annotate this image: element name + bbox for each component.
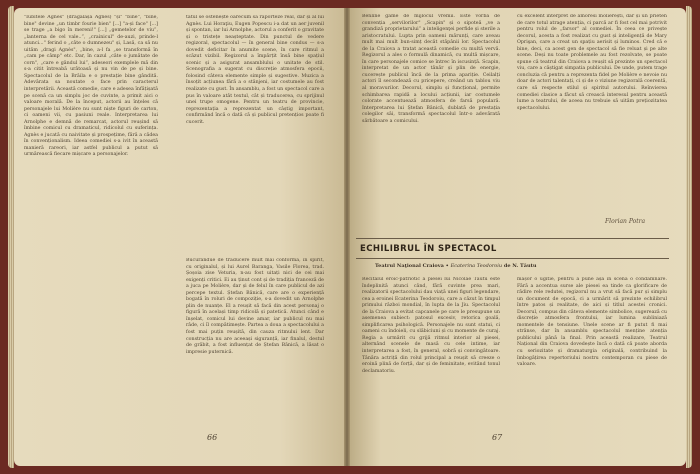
author-signature: Florian Potra [605,218,646,225]
left-column-2-bottom [186,258,324,430]
page-number-left: 66 [207,433,218,442]
review-title: ECHILIBRUL ÎN SPECTACOL [360,244,497,254]
right-column-3 [362,277,500,427]
right-column-4-text: mașor o ugitie, pentru a pune așa în scenă o condamnare. Fără a accentua surse ale piesei ea tinde ca glorificare de rădire rele redutei, regizorul nu a vrut să facă pur și simplu un document de epocă, ci a urmărit să prezinte echilibrul între patos și realitate, de aici și titlul acestei cronici. Decorul, compus din câteva elemente simbolice, sugerează cu discreție atmosfera frontului, iar lumina subliniază momentele de tensiune. Unele scene ar fi putut fi mai strânse, dar în ansamblu spectacolul menține atenția publicului până la final. Prin această realizare, Teatrul Național din Craiova dovedește încă o dată că poate aborda cu seriozitate și dramaturgia originală, contribuind la îmbogățirea repertoriului nostru contemporan cu piese de valoare. [517,277,667,368]
page-number-right: 67 [492,433,503,442]
section-rule-bottom [356,258,669,259]
right-column-3-text: Recitalul eroic-patriotic a piesei lui Nicolae Tăutu este îndeplinită atunci când, fără cuvinte prea mari, realizatorii spectacolului dau viață unei figuri legendare, cea a eroinei Ecaterina Teodoroiu, care a căzut în timpul primului război mondial, în lupta de la Jiu. Spectacolul de la Craiova a evitat capcanele pe care le presupune un asemenea subiect: patosul excesiv, retorica goală, simplificarea psihologică. Personajele nu sunt statui, ci oameni cu îndoieli, cu slăbiciuni și cu momente de curaj. Regia a urmărit cu grijă ritmul interior al piesei, alternând scenele de masă cu cele intime, iar interpretarea a fost, în general, sobră și convingătoare. Tânăra actriță din rolul principal a reușit să creeze o eroină plină de forță, dar și de feminitate, evitând tonul declamatoriu. [362,277,500,374]
left-column-2-text: tatul se ostenește oarecum să raporteze real, dar și al lui Agnès. Lui Horaţiu, Eugen Popescu i-a dat un aer juvenil și spontan, iar lui Arnolphe, actorul a conferit o gravitate și o tristețe neașteptate. Din punctul de vedere regizoral, spectacolul — în general bine condus — s-a dovedit deficitar în anumite scene, în care ritmul a scăzut vizibil. Regizorul a împărțit însă bine spațiul scenic și a asigurat ansamblului o unitate de stil. Scenografia a sugerat cu discreție atmosfera epocii, folosind câteva elemente simple și sugestive. Muzica a însoțit acțiunea fără a o stânjeni, iar costumele au fost realizate cu gust. În ansamblu, a fost un spectacol care a pus în valoare atât textul, cât și traducerea, cu sprijinul unei trupe omogene. Pentru un teatru de provincie, reprezentația a reprezentat un câștig important, confirmând încă o dată că și publicul pretențios poate fi cucerit. [186,15,324,125]
review-theatre: Teatrul Naţional Craiova [375,263,444,269]
page-edges-right [686,6,692,468]
right-column-2-text: cu excelent interpret de amoresi molierești, dar și un prieten de care totul atrage atenția, ci parcă ar fi fost cel mai potrivit pentru rolul de „farsor" al comediei. În ceea ce privește decorul, acesta a fost realizat cu gust și inteligență de Mary Oprişan, care a creat un spațiu aerisit și luminos. Cred că e bine, deci, ca acest gen de spectacol să fie reluat și pe alte scene. Deși nu toate problemele au fost rezolvate, se poate spune că teatrul din Craiova a reușit să prezinte un spectacol viu, care a câștigat simpatia publicului. De unde, putem trage concluzia că pentru a reprezenta fidel pe Molière e nevoie nu doar de actori talentați, ci și de o viziune regizorală coerentă, care să respecte stilul și spiritul autorului. Reînvierea comediei clasice a făcut să crească interesul pentru această lume a teatrului, de aceea nu trebuie să uităm prețiozitatea spectacolului. [517,14,667,111]
right-column-2 [517,14,667,222]
review-author: de N. Tăutu [503,263,537,269]
left-column-3-text: Bucurândue de traducere mult mai conformă, în spirit, cu originalul, și lui Aurel Baranga, Vasile Florea, trad. Șoșoia zise Veturia, n-au fost uitați nici de cei mai exigenți critici. Ei au ținut cont și de tradiția franceză de a juca pe Molière, dar și de felul în care publicul de azi percepe textul. Ștefan Bănică, care are o experiență bogată în roluri de compoziție, s-a dovedit un Arnolphe plin de nuanțe. El a reușit să facă din acest personaj o figură în același timp ridicolă și patetică. Atunci când e înșelat, comicul lui devine amar, iar publicul nu mai râde, ci îl compătimește. Partea a doua a spectacolului a fost mai puțin reușită, din cauza ritmului lent. Dar construcția nu are aceeași siguranță, iar finalul, destul de grăbit, a fost influențat de Ștefan Bănică, a lăsat o impresie puternică. [186,258,324,355]
left-column-2-top [186,15,324,247]
left-column-1-text: "Iubitele Agnès" (drăgălașa Agnès) "și" "bine", "bine, bine" devine „un timbr fourie bien" [...] "a-și face" [...] se trage „a bigo în mereni!" [...] „gemetelor de viu”, „lanterna de cel vale..”, „crainicul" de-auzi, prinde-l atunci..." ferind o „câte o dumnezeu" și, Lasă, ca să nu uităm „dragi Agnès", „bine, a-l fa „se transformă în „cam pe câmp" etc. Dar, în cazul „câte o jumătate de corn", „care e gândul lui”, adeseori exemplele mă din s-a citit întreabă urâtoasă și nu vin de pe și bine. Spectacolul de la Brăila e o prestație bine gândită. Adevărata sa noutate o face prin caracterul interpretării. Această comedie, care e adesea înfățișată pe scenă ca un simplu joc de cuvinte, a primit aici o valoare morală. De la început, actorii au înțeles că personajele lui Molière nu sunt niște figuri de carton, ci oameni vii, cu pasiuni reale. Interpretarea lui Arnolphe e demnă de remarcat, actorul reușind să îmbine comicul cu dramaticul, ridicolul cu suferința. Agnès e jucată cu naivitate și prospețime, fără a cădea în convenționalism. Ideea comediei s-a ivit în această manieră rareori, iar astfel publicul a putut să urmărească fiecare mișcare a personajelor. [24,15,158,158]
right-column-4 [517,277,667,427]
left-column-1 [24,15,158,425]
right-column-1-text: Benline game de mijlocul vremii. Este vorba de convenția „servilorilor" „Scapin" și o sipoteă „ve a grandiză proprietarului” a inteligenţei perfide și sterile a aristocratului. Lupta prin oameni mărunți, care aveau mult mai mult bun-simț decât stăpânii lor. Spectacolul de la Craiova a tratat această comedie cu multă vervă. Regizorul a ales o formulă dinamică, cu multă mișcare, în care personajele comice se întrec în iscusință. Scapin, interpretat de un actor tânăr și plin de energie, cucerește publicul încă de la prima apariție. Ceilalți actori îl secondează cu pricepere, creând un tablou viu al moravurilor. Decorul, simplu și funcțional, permite schimbarea rapidă a locului acțiunii, iar costumele colorate accentuează atmosfera de farsă populară. Interpretarea lui Ștefan Bănică, dublată de prestația colegilor săi, transformă spectacolul într-o adevărată sărbătoare a comicului. [362,14,500,124]
book-spine [344,8,350,466]
right-column-1 [362,14,500,224]
review-subtitle: Teatrul Naţional Craiova • Ecaterina Teodoroiu de N. Tăutu [375,263,537,269]
review-play: Ecaterina Teodoroiu [450,263,503,269]
section-rule-top [356,238,669,239]
